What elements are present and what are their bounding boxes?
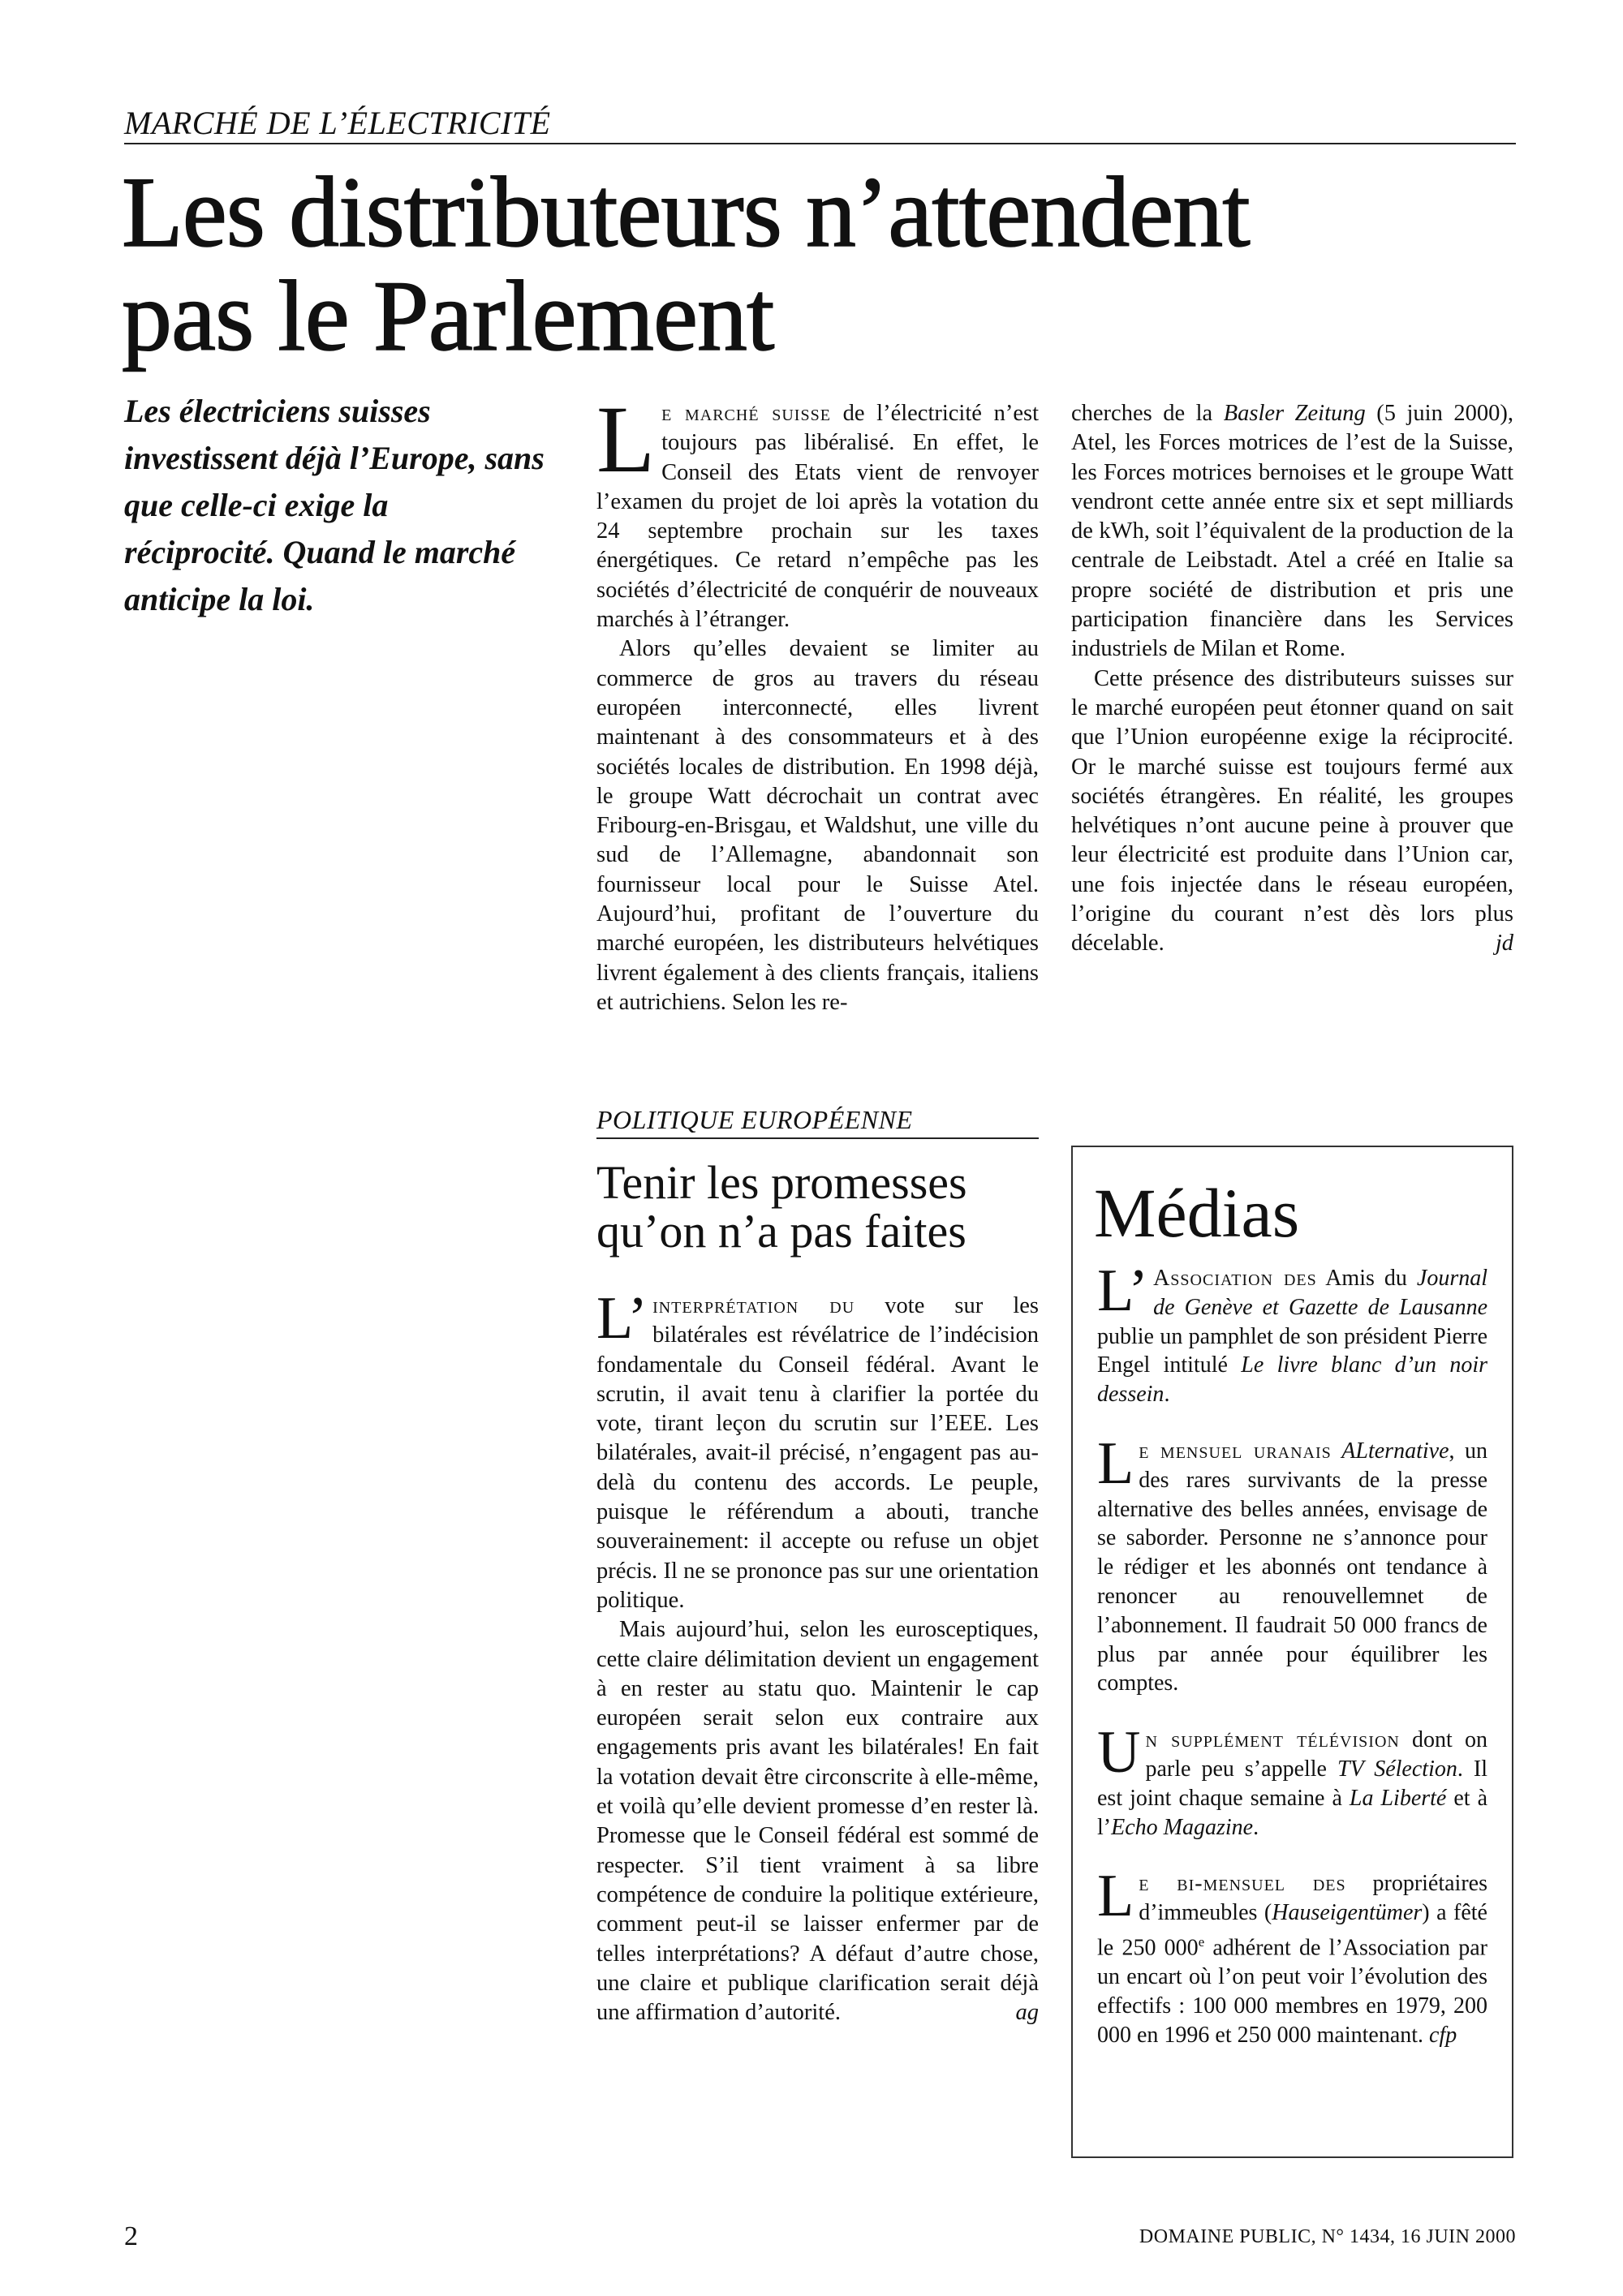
medias-item-1: L’ Association des Amis du Journal de Genève et Gazette de Lausanne publie un pamphlet de son président Pierre Engel intitulé Le livre blanc d’un noir dessein. — [1097, 1264, 1487, 1408]
dropcap: U — [1097, 1726, 1141, 1786]
article1-paragraph2: Alors qu’elles devaient se limiter au commerce de gros au travers du réseau européen interconnecté, elles livrent maintenant à des consommateurs et à des sociétés locales de distribution. En 1998 déjà, le groupe Watt décrochait un contrat avec Fribourg-en-Brisgau, et Waldshut, une ville du sud de l’Allemagne, abandonnait son fournisseur local pour le Suisse Atel. Aujourd’hui, profitant de l’ouverture du marché européen, les distributeurs helvétiques livrent également à des clients français, italiens et autrichiens. Selon les re- — [596, 636, 1039, 1015]
article2-title-line2: qu’on n’a pas faites — [596, 1205, 966, 1258]
medias-item-3: Un supplément télévision dont on parle peu s’appelle TV Sélection. Il est joint chaque semaine à La Liberté et à l’Echo Magazine. — [1097, 1726, 1487, 1840]
article2-paragraph1: L’ interprétation du vote sur les bilatérales est révélatrice de l’indécision fondamentale du Conseil fédéral. Avant le scrutin, il avait tenu à clarifier la portée du vote, tirant leçon du scrutin sur l’EEE. Les bilatérales, avait-il précisé, n’engagent pas au-delà du contenu des accords. Le peuple, puisque le référendum a abouti, tranche souverainement: il accepte ou refuse un objet précis. Il ne se prononce pas sur une orientation politique. — [596, 1285, 1039, 1613]
article1-paragraph2-continued: cherches de la Basler Zeitung (5 juin 2000), Atel, les Forces motrices de l’est de la Suisse, les Forces motrices bernoises et le groupe Watt vendront cette année entre six et sept milliards de kWh, soit l’équivalent de la production de la centrale de Leibstadt. Atel a créé en Italie sa propre société de distribution et pris une participation financière dans les Services industriels de Milan et Rome. — [1071, 401, 1513, 662]
article1-column1 — [596, 386, 1039, 1017]
author-signature: ag — [1015, 2000, 1039, 2026]
publication-info: DOMAINE PUBLIC, N° 1434, 16 JUIN 2000 — [1139, 2226, 1516, 2247]
medias-box — [1071, 1146, 1513, 2158]
article2-rule — [596, 1137, 1039, 1139]
article2-title — [596, 1156, 967, 1258]
section-kicker: MARCHÉ DE L’ÉLECTRICITÉ — [124, 105, 551, 141]
article1-column2 — [1071, 399, 1513, 959]
medias-item-4: Le bi-mensuel des propriétaires d’immeubles (Hauseigentümer) a fêté le 250 000e adhérent de l’Association par un encart où l’on peut voir l’évolution des effectifs : 100 000 membres en 1979, 200 000 en 1996 et 250 000 maintenant. cfp — [1097, 1869, 1487, 2048]
dropcap: L — [596, 386, 656, 492]
page-number: 2 — [124, 2221, 138, 2251]
author-signature: cfp — [1429, 2022, 1457, 2048]
dropcap: L’ — [596, 1285, 648, 1352]
dropcap: L — [1097, 1869, 1134, 1930]
article-lede: Les électriciens suisses investissent déjà l’Europe, sans que celle-ci exige la réciprocité. Quand le marché anticipe la loi. — [124, 393, 545, 617]
medias-title: Médias — [1094, 1174, 1300, 1252]
article-title — [122, 157, 1250, 372]
article2-body — [596, 1285, 1039, 2027]
dropcap: L’ — [1097, 1264, 1149, 1324]
article2-paragraph2: Mais aujourd’hui, selon les eurosceptiques, cette claire délimitation devient un engagement à en rester au statu quo. Maintenir le cap européen serait selon eux contraire aux engagements pris avant les bilatérales! En fait la votation devait être circonscrite à elle-même, et voilà qu’elle devient promesse d’en rester là. Promesse que le Conseil fédéral est sommé de respecter. S’il tient vraiment à sa libre compétence de conduire la politique extérieure, comment peut-il se laisser enfermer par de telles interprétations? A défaut d’autre chose, une claire et publique clarification serait déjà une affirmation d’autorité. ag — [596, 1615, 1039, 2027]
article-title-line1: Les distributeurs n’attendent — [122, 157, 1250, 268]
article2-title-line1: Tenir les promesses — [596, 1156, 967, 1209]
medias-item-2: Le mensuel uranais ALternative, un des rares survivants de la presse alternative des belles années, envisage de se saborder. Personne ne s’annonce pour le rédiger et les abonnés ont tendance à renoncer au renouvellemnet de l’abonnement. Il faudrait 50 000 francs de plus par année pour équilibrer les comptes. — [1097, 1436, 1487, 1696]
dropcap: L — [1097, 1436, 1134, 1497]
article-title-line2: pas le Parlement — [122, 260, 774, 372]
header-rule — [124, 143, 1516, 144]
article1-paragraph3: Cette présence des distributeurs suisses sur le marché européen peut étonner quand on sait que l’Union européenne exige la réciprocité. Or le marché suisse est toujours fermé aux sociétés étrangères. En réalité, les groupes helvétiques n’ont aucune peine à prouver que leur électricité est produite dans l’Union car, une fois injectée dans le réseau européen, l’origine du courant n’est dès lors plus décelable. jd — [1071, 664, 1513, 959]
article1-paragraph1: Le marché suisse de l’électricité n’est toujours pas libéralisé. En effet, le Conseil des Etats vient de renvoyer l’examen du projet de loi après la votation du 24 septembre prochain sur les taxes énergétiques. Ce retard n’empêche pas les sociétés d’électricité de conquérir de nouveaux marchés à l’étranger. — [596, 386, 1039, 633]
author-signature: jd — [1495, 931, 1513, 957]
section-kicker-2: POLITIQUE EUROPÉENNE — [596, 1105, 913, 1134]
